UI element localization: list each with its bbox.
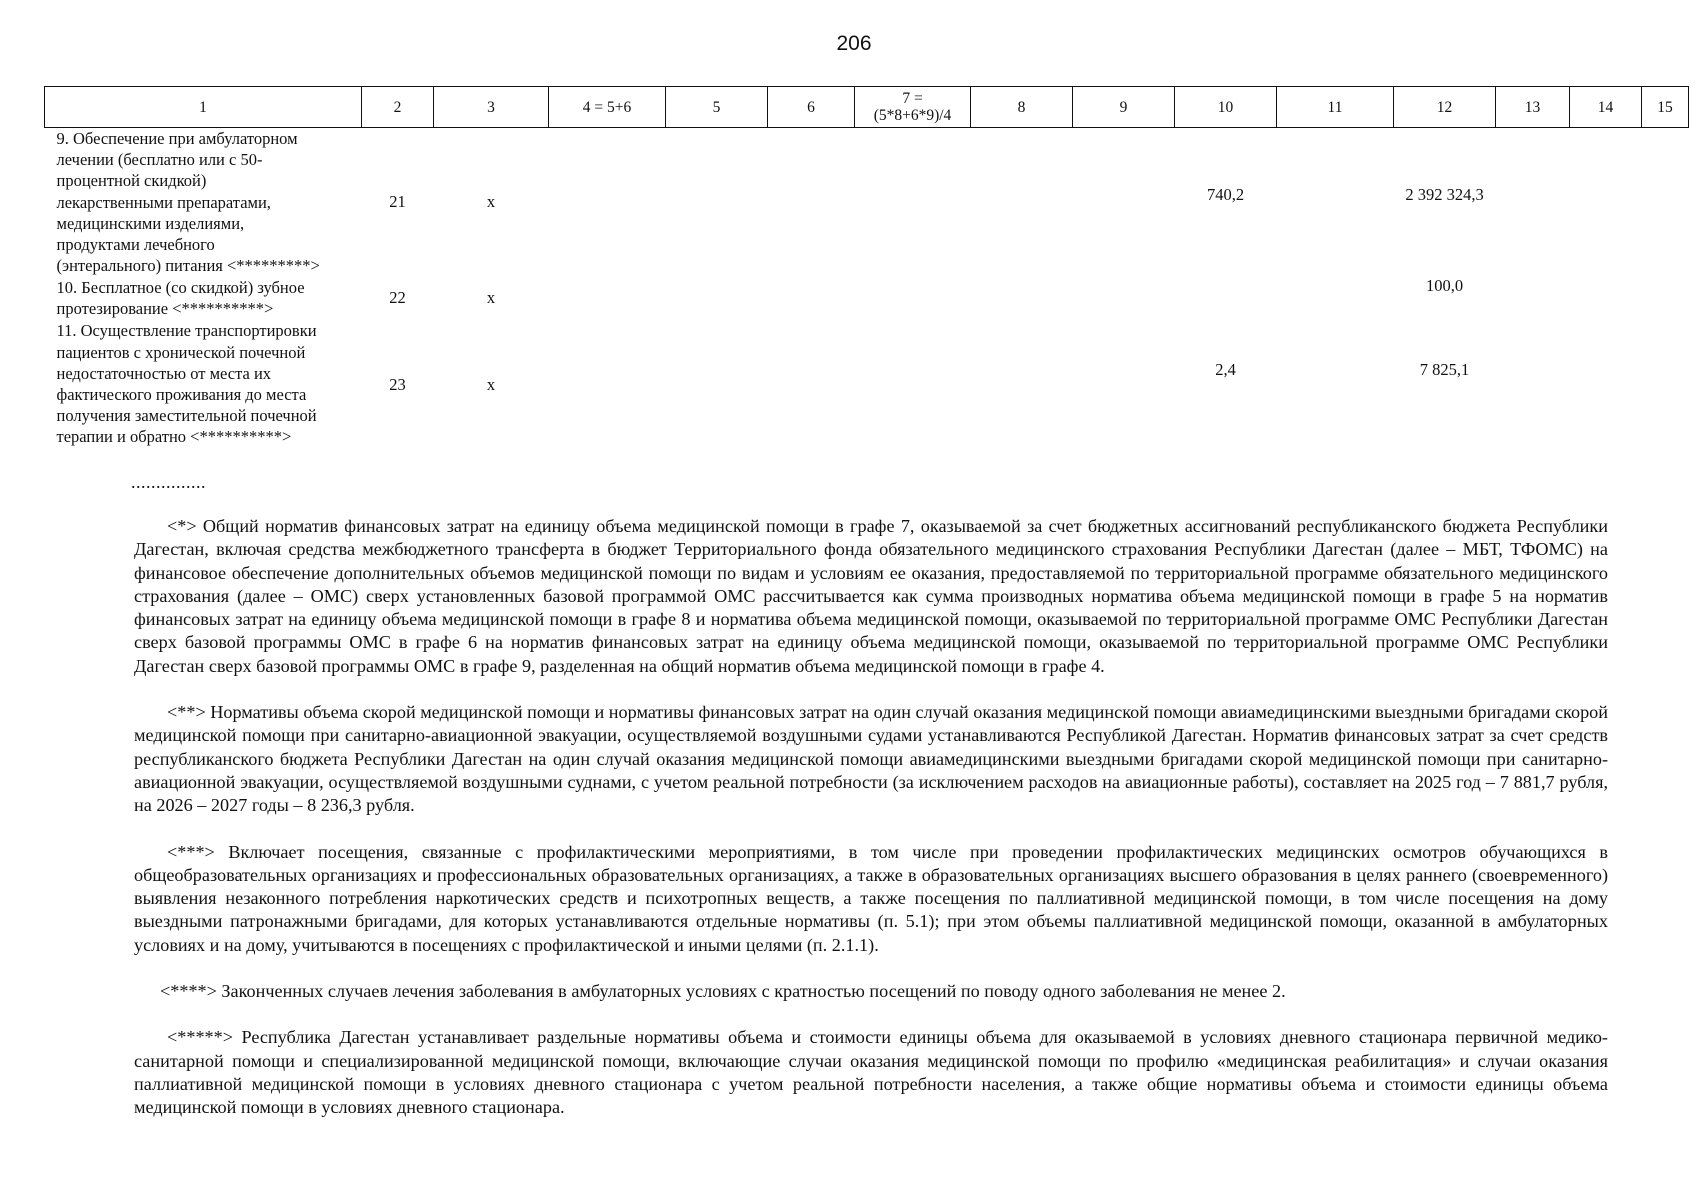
footnotes xyxy=(134,515,1608,1143)
column-header: 4 = 5+6 xyxy=(549,87,666,128)
footnote-4: <****> Законченных случаев лечения заболевания в амбулаторных условиях с кратностью посещений по поводу одного заболевания не менее 2. xyxy=(160,981,1286,1002)
column-header: 9 xyxy=(1073,87,1175,128)
column-header: 11 xyxy=(1277,87,1394,128)
column-header: 5 xyxy=(666,87,768,128)
column-header: 6 xyxy=(768,87,855,128)
row-number: 23 xyxy=(389,375,406,395)
column-header: 3 xyxy=(434,87,549,128)
column-header: 14 xyxy=(1570,87,1642,128)
column-header: 8 xyxy=(971,87,1073,128)
column-header: 10 xyxy=(1175,87,1277,128)
column-header: 15 xyxy=(1642,87,1689,128)
row-name: 11. Осуществление транспортировки пациентов с хронической почечной недостаточностью от места их фактического проживания до места получения заместительной почечной терапии и обратно <**********> xyxy=(56,321,317,447)
column-header: 13 xyxy=(1496,87,1570,128)
ellipsis-separator: ............... xyxy=(131,472,206,492)
row-col10: 2,4 xyxy=(1215,360,1236,380)
row-col12: 7 825,1 xyxy=(1419,360,1470,380)
footnote-5: <*****> Республика Дагестан устанавливает раздельные нормативы объема и стоимости единицы объема для оказываемой в условиях дневного стационара первичной медико-санитарной помощи и специализированной медицинской помощи, включающие случаи оказания медицинской помощи по профилю «медицинская реабилитация» и случаи оказания паллиативной медицинской помощи в условиях дневного стационара с учетом реальной потребности населения, а также общие нормативы объема и стоимости единицы объема медицинской помощи в условиях дневного стационара. xyxy=(134,1027,1608,1118)
footnote-3: <***> Включает посещения, связанные с профилактическими мероприятиями, в том числе при проведении профилактических медицинских осмотров обучающихся в общеобразовательных организациях и профессиональных образовательных организациях, а также в образовательных организациях высшего образования в целях раннего (своевременного) выявления незаконного потребления наркотических средств и психотропных веществ, а также посещения по паллиативной медицинской помощи, в том числе посещения на дому выездными патронажными бригадами, для которых устанавливаются отдельные нормативы (п. 5.1); при этом объемы паллиативной медицинской помощи, оказанной в амбулаторных условиях и на дому, учитываются в посещениях с профилактической и иными целями (п. 2.1.1). xyxy=(134,841,1608,955)
page-number: 206 xyxy=(836,32,872,55)
footnote-1: <*> Общий норматив финансовых затрат на единицу объема медицинской помощи в графе 7, оказываемой за счет бюджетных ассигнований республиканского бюджета Республики Дагестан, включая средства межбюджетного трансферта в бюджет Территориального фонда обязательного медицинского страхования Республики Дагестан (далее – МБТ, ТФОМС) на финансовое обеспечение дополнительных объемов медицинской помощи по видам и условиям ее оказания, предоставляемой по территориальной программе обязательного медицинского страхования (далее – ОМС) сверх установленных базовой программой ОМС рассчитывается как сумма производных норматива объема медицинской помощи в графе 5 на норматив финансовых затрат на единицу объема медицинской помощи в графе 8 и норматива объема медицинской помощи, оказываемой по территориальной программе ОМС Республики Дагестан сверх базовой программы ОМС в графе 6 на норматив финансовых затрат на единицу объема медицинской помощи, оказываемой по территориальной программе ОМС Республики Дагестан сверх базовой программы ОМС в графе 9, разделенная на общий норматив объема медицинской помощи в графе 4. xyxy=(134,516,1608,676)
data-table xyxy=(44,86,1689,450)
table-row xyxy=(45,320,1689,450)
footnote-2: <**> Нормативы объема скорой медицинской помощи и нормативы финансовых затрат на один случай оказания медицинской помощи авиамедицинскими выездными бригадами скорой медицинской помощи при санитарно-авиационной эвакуации, осуществляемой воздушными судами устанавливаются Республикой Дагестан. Норматив финансовых затрат за счет средств республиканского бюджета Республики Дагестан на один случай оказания медицинской помощи авиамедицинскими выездными бригадами скорой медицинской помощи при санитарно-авиационной эвакуации, осуществляемой воздушными суднами, с учетом реальной потребности (за исключением расходов на авиационные работы), составляет на 2025 год – 7 881,7 рубля, на 2026 – 2027 годы – 8 236,3 рубля. xyxy=(134,702,1608,816)
table-row xyxy=(45,128,1689,277)
column-header: 12 xyxy=(1394,87,1496,128)
row-col3: х xyxy=(486,192,496,212)
row-col3: х xyxy=(486,288,496,308)
row-number: 22 xyxy=(389,288,406,308)
column-header: 1 xyxy=(45,87,362,128)
row-number: 21 xyxy=(389,192,406,212)
row-name: 10. Бесплатное (со скидкой) зубное протезирование <**********> xyxy=(56,278,305,319)
table-header-row xyxy=(45,87,1689,128)
column-header: 7 = (5*8+6*9)/4 xyxy=(855,87,971,128)
row-col10: 740,2 xyxy=(1206,185,1245,204)
row-col12: 100,0 xyxy=(1425,276,1464,296)
column-header: 2 xyxy=(362,87,434,128)
row-col10 xyxy=(1175,276,1277,320)
row-name: 9. Обеспечение при амбулаторном лечении (бесплатно или с 50- процентной скидкой) лекарственными препаратами, медицинскими изделиями, продуктами лечебного (энтерального) питания <*********> xyxy=(56,129,320,276)
table-row xyxy=(45,276,1689,320)
row-col12: 2 392 324,3 xyxy=(1405,185,1484,204)
row-col3: х xyxy=(486,375,496,395)
